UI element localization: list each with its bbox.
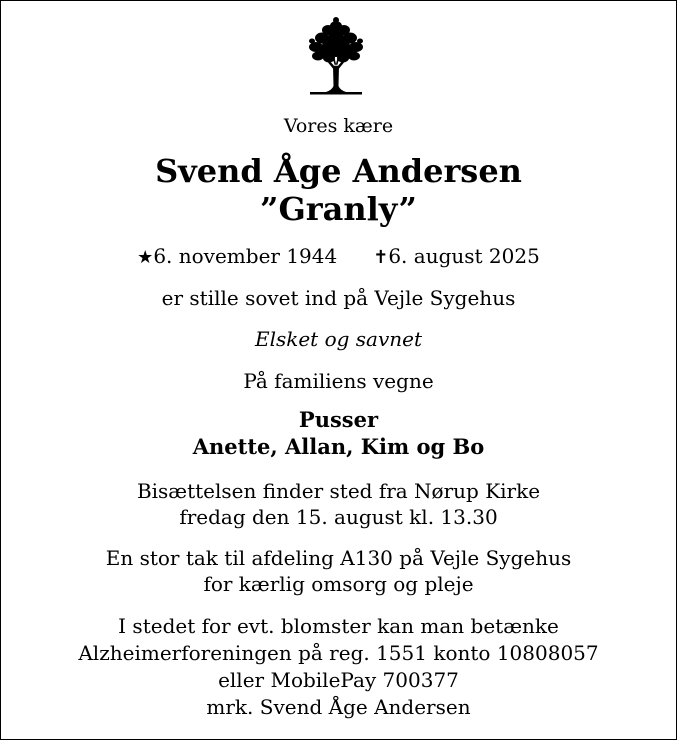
birth-star-icon: ★	[137, 247, 154, 268]
tree-icon	[302, 16, 370, 98]
donation-line-4: mrk. Svend Åge Andersen	[206, 695, 471, 719]
death-date: 6. august 2025	[388, 244, 540, 268]
place-of-death: er stille sovet ind på Vejle Sygehus	[161, 286, 516, 310]
on-behalf-text: På familiens vegne	[243, 369, 434, 393]
signers-line-2: Anette, Allan, Kim og Bo	[192, 434, 485, 459]
donation-line-1: I stedet for evt. blomster kan man betænke	[118, 614, 559, 638]
signers-line-1: Pusser	[298, 407, 379, 432]
deceased-name: Svend Åge Andersen	[155, 152, 522, 190]
funeral-line-2: fredag den 15. august kl. 13.30	[179, 505, 498, 529]
death-cross-icon: ✝	[373, 247, 389, 268]
thanks-line-2: for kærlig omsorg og pleje	[203, 572, 474, 596]
birth-date: 6. november 1944	[153, 244, 338, 268]
donation-line-2: Alzheimerforeningen på reg. 1551 konto 10808057	[78, 641, 599, 665]
intro-text: Vores kære	[283, 115, 394, 137]
thanks-line-1: En stor tak til afdeling A130 på Vejle Sygehus	[105, 546, 572, 570]
deceased-nickname: ”Granly”	[260, 190, 417, 228]
life-dates	[0, 246, 677, 267]
funeral-line-1: Bisættelsen finder sted fra Nørup Kirke	[136, 479, 541, 503]
loved-text: Elsket og savnet	[254, 327, 423, 351]
donation-line-3: eller MobilePay 700377	[218, 668, 459, 692]
